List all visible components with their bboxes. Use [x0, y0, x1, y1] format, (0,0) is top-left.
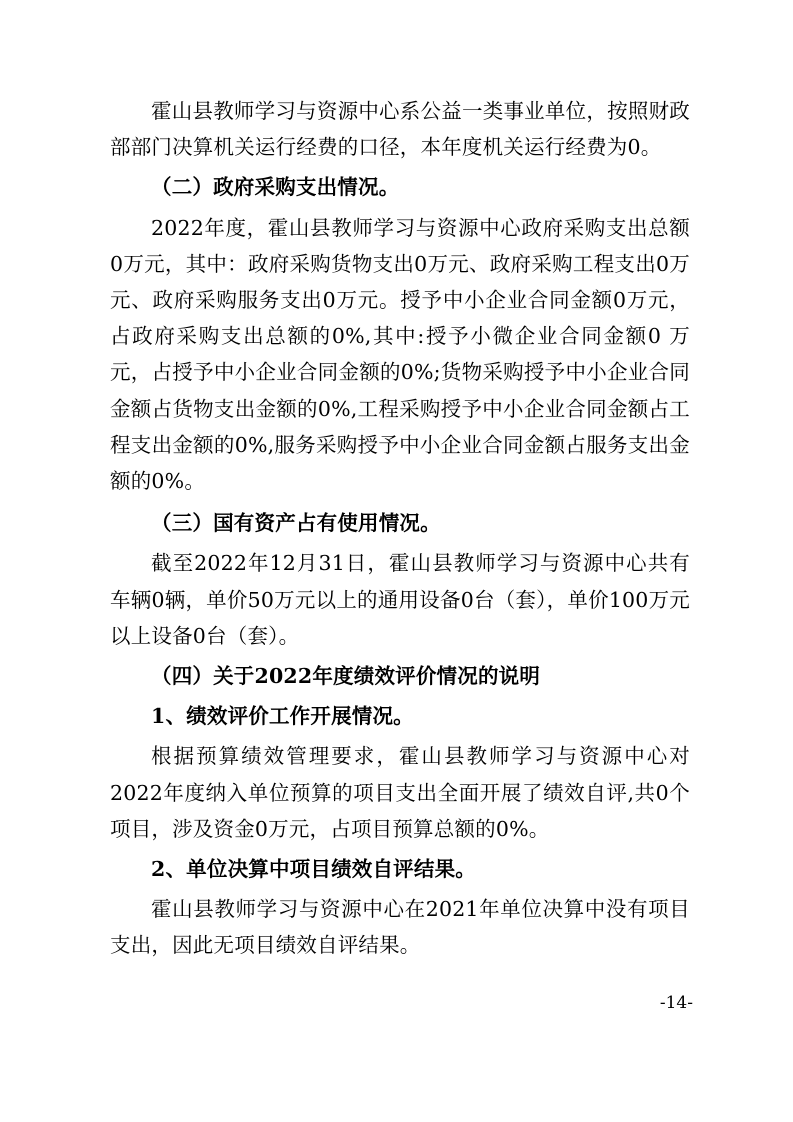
page-number: -14- [659, 993, 693, 1013]
heading-evaluation-work: 1、绩效评价工作开展情况。 [151, 704, 414, 729]
heading-government-procurement: （二）政府采购支出情况。 [151, 175, 400, 200]
paragraph-government-procurement: 2022年度，霍山县教师学习与资源中心政府采购支出总额0万元，其中：政府采购货物支出0万元、政府采购工程支出0万元、政府采购服务支出0万元。授予中小企业合同金额0万元，占政府采购支出总额的0%,其中:授予小微企业合同金额0 万元，占授予中小企业合同金额的0%;货物采购授予中小企业合同金额占货物支出金额的0%,工程采购授予中小企业合同金额占工程支出金额的0%,服务采购授予中小企业合同金额占服务支出金额的0%。 [110, 215, 690, 494]
paragraph-state-assets: 截至2022年12月31日，霍山县教师学习与资源中心共有车辆0辆，单价50万元以上的通用设备0台（套），单价100万元以上设备0台（套）。 [110, 551, 690, 648]
paragraph-self-evaluation-results: 霍山县教师学习与资源中心在2021年单位决算中没有项目支出，因此无项目绩效自评结果。 [110, 897, 690, 958]
document-body [110, 93, 690, 964]
heading-state-assets: （三）国有资产占有使用情况。 [151, 511, 441, 536]
paragraph-operating-expenses: 霍山县教师学习与资源中心系公益一类事业单位，按照财政部部门决算机关运行经费的口径，本年度机关运行经费为0。 [110, 99, 690, 160]
heading-performance-evaluation: （四）关于2022年度绩效评价情况的说明 [151, 664, 541, 689]
heading-self-evaluation-results: 2、单位决算中项目绩效自评结果。 [151, 857, 476, 882]
paragraph-evaluation-work: 根据预算绩效管理要求，霍山县教师学习与资源中心对2022年度纳入单位预算的项目支出全面开展了绩效自评,共0个项目，涉及资金0万元，占项目预算总额的0%。 [110, 744, 690, 841]
